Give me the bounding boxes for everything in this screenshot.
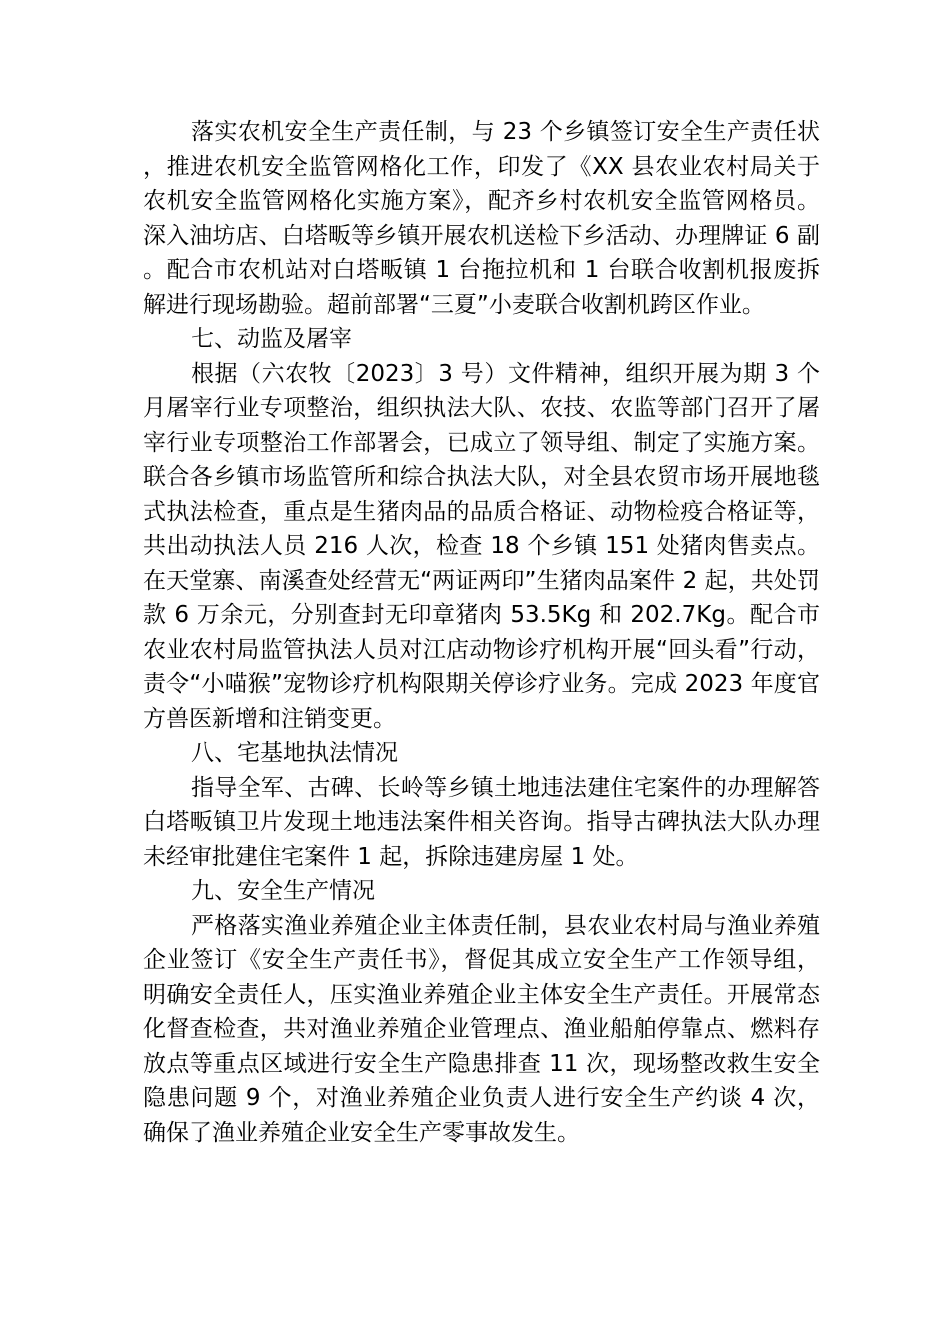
section-heading-animal-supervision: 七、动监及屠宰 — [191, 326, 352, 352]
paragraph-homestead-cases: 指导全军、古碑、长岭等乡镇土地违法建住宅案件的办理解答白塔畈镇卫片发现土地违法案件相关咨询。指导古碑执法大队办理未经审批建住宅案件 1 起，拆除违建房屋 1 处。 — [143, 774, 820, 870]
paragraph-fishery-safety: 严格落实渔业养殖企业主体责任制，县农业农村局与渔业养殖企业签订《安全生产责任书》，督促其成立安全生产工作领导组，明确安全责任人，压实渔业养殖企业主体安全生产责任。开展常态化督查检查，共对渔业养殖企业管理点、渔业船舶停靠点、燃料存放点等重点区域进行安全生产隐患排查 11 次，现场整改救生安全隐患问题 9 个，对渔业养殖企业负责人进行安全生产约谈 4 次，确保了渔业养殖企业安全生产零事故发生。 — [143, 912, 820, 1146]
paragraph-farm-machinery-safety: 落实农机安全生产责任制，与 23 个乡镇签订安全生产责任状，推进农机安全监管网格化工作，印发了《XX 县农业农村局关于农机安全监管网格化实施方案》，配齐乡村农机安全监管网格员。深入油坊店、白塔畈等乡镇开展农机送检下乡活动、办理牌证 6 副。配合市农机站对白塔畈镇 1 台拖拉机和 1 台联合收割机报废拆解进行现场勘验。超前部署“三夏”小麦联合收割机跨区作业。 — [143, 119, 820, 318]
paragraph-slaughter-rectification: 根据（六农牧〔2023〕3 号）文件精神，组织开展为期 3 个月屠宰行业专项整治，组织执法大队、农技、农监等部门召开了屠宰行业专项整治工作部署会，已成立了领导组、制定了实施方案。联合各乡镇市场监管所和综合执法大队，对全县农贸市场开展地毯式执法检查，重点是生猪肉品的品质合格证、动物检疫合格证等，共出动执法人员 216 人次，检查 18 个乡镇 151 处猪肉售卖点。在天堂寨、南溪查处经营无“两证两印”生猪肉品案件 2 起，共处罚款 6 万余元，分别查封无印章猪肉 53.5Kg 和 202.7Kg。配合市农业农村局监管执法人员对江店动物诊疗机构开展“回头看”行动，责令“小喵猴”宠物诊疗机构限期关停诊疗业务。完成 2023 年度官方兽医新增和注销变更。 — [143, 360, 820, 732]
section-heading-homestead-enforcement: 八、宅基地执法情况 — [191, 740, 398, 766]
section-heading-work-safety: 九、安全生产情况 — [191, 878, 375, 904]
document-page — [143, 115, 820, 1150]
